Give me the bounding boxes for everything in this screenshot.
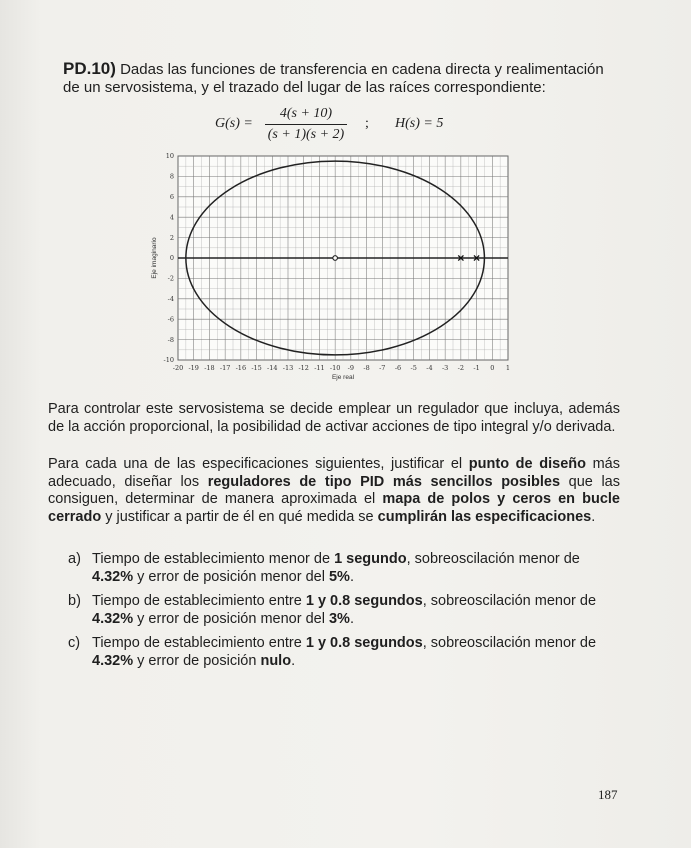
item-label: c) xyxy=(68,635,81,651)
g-denominator: (s + 1)(s + 2) xyxy=(267,127,345,142)
y-tick-label: -10 xyxy=(163,356,174,365)
item-text: . xyxy=(291,652,296,669)
item-text: , sobreoscilación menor de xyxy=(406,551,580,567)
p2-bold-1: punto de diseño xyxy=(468,456,586,472)
problem-text: Dadas las funciones de transferencia en cadena directa y realimentación de un servosistema, y el trazado del lugar de las raíces correspondiente: xyxy=(63,61,604,96)
y-tick-label: 2 xyxy=(169,233,174,242)
y-tick-label: 8 xyxy=(169,172,174,181)
item-text: y error de posición xyxy=(133,652,261,669)
x-tick-label: -7 xyxy=(379,364,386,372)
y-axis-label: Eje imaginario xyxy=(151,237,158,279)
y-tick-label: -4 xyxy=(167,295,174,303)
item-bold: nulo xyxy=(260,652,292,669)
g-lhs: G(s) = xyxy=(215,116,253,131)
item-text: y error de posición menor del xyxy=(133,610,329,627)
problem-statement xyxy=(63,60,623,97)
h-function: H(s) = 5 xyxy=(395,116,444,131)
list-item xyxy=(68,551,623,586)
p2-bold-2: reguladores de tipo PID más sencillos posibles xyxy=(207,473,561,490)
item-bold: 1 segundo xyxy=(334,551,407,567)
problem-id: PD.10) xyxy=(63,59,116,78)
p2-text-2: más adecuado, diseñar los xyxy=(48,456,620,490)
y-tick-label: -8 xyxy=(167,335,174,344)
y-tick-label: 0 xyxy=(169,254,174,263)
root-locus-chart xyxy=(150,148,520,393)
x-tick-label: -6 xyxy=(394,364,402,372)
item-text: . xyxy=(349,610,354,627)
x-tick-label: -14 xyxy=(267,364,278,372)
y-tick-label: -2 xyxy=(167,274,174,283)
x-tick-label: -9 xyxy=(347,364,355,372)
item-bold: 1 y 0.8 segundos xyxy=(305,635,423,651)
item-bold: 3% xyxy=(328,610,350,627)
p2-text-5: . xyxy=(591,508,596,525)
p2-bold-4: cumplirán las especificaciones xyxy=(377,508,592,525)
transfer-functions xyxy=(215,106,515,146)
x-axis-label: Eje real xyxy=(331,374,355,381)
x-tick-label: -2 xyxy=(457,364,465,372)
g-numerator: 4(s + 10) xyxy=(265,106,347,125)
list-item xyxy=(68,593,623,628)
item-bold: 4.32% xyxy=(92,610,134,627)
g-fraction xyxy=(265,106,347,143)
x-tick-label: -20 xyxy=(172,364,184,372)
y-tick-label: 4 xyxy=(169,213,174,222)
x-tick-label: -1 xyxy=(473,364,480,372)
x-tick-label: -19 xyxy=(188,364,199,372)
item-text: . xyxy=(349,568,354,585)
x-tick-label: -10 xyxy=(329,364,341,372)
paragraph-1: Para controlar este servosistema se decide emplear un regulador que incluya, además de la acción proporcional, la posibilidad de activar acciones de tipo integral y/o derivada. xyxy=(48,401,620,435)
formula-separator: ; xyxy=(365,116,369,131)
item-label: b) xyxy=(68,593,81,609)
y-tick-label: 6 xyxy=(169,193,174,201)
x-tick-label: -8 xyxy=(363,364,370,372)
item-text: Tiempo de establecimiento entre xyxy=(92,635,306,651)
item-bold: 5% xyxy=(328,568,350,585)
x-tick-label: -16 xyxy=(235,364,247,372)
y-tick-label: -6 xyxy=(167,315,174,324)
x-tick-label: -4 xyxy=(426,364,433,372)
x-tick-label: -13 xyxy=(282,364,294,372)
x-tick-label: -15 xyxy=(251,364,262,372)
x-tick-label: -18 xyxy=(204,364,215,372)
item-bold: 4.32% xyxy=(92,568,134,585)
item-text: , sobreoscilación menor de xyxy=(422,635,597,651)
x-tick-label: -11 xyxy=(314,364,325,372)
p2-text-3: que las consiguen, determinar de manera aproximada el xyxy=(48,473,620,507)
p2-bold-3: mapa de polos y ceros en bucle cerrado xyxy=(48,491,620,525)
item-bold: 1 y 0.8 segundos xyxy=(305,593,423,609)
specification-list xyxy=(68,551,623,677)
y-tick-label: 10 xyxy=(165,152,174,161)
list-item xyxy=(68,635,623,670)
paragraph-2 xyxy=(48,456,620,526)
p2-text-1: Para cada una de las especificaciones siguientes, justificar el xyxy=(48,456,469,472)
item-text: Tiempo de establecimiento menor de xyxy=(92,551,335,567)
p2-text-4: y justificar a partir de él en qué medida se xyxy=(101,508,378,525)
x-tick-label: -12 xyxy=(298,364,309,372)
page-number: 187 xyxy=(598,787,618,802)
x-tick-label: 1 xyxy=(505,364,511,372)
x-tick-label: -5 xyxy=(410,364,417,372)
item-text: , sobreoscilación menor de xyxy=(422,593,597,609)
x-tick-label: -17 xyxy=(219,364,231,372)
item-text: y error de posición menor del xyxy=(133,568,329,585)
x-tick-label: 0 xyxy=(490,364,495,372)
x-tick-label: -3 xyxy=(441,364,449,372)
item-text: Tiempo de establecimiento entre xyxy=(92,593,306,609)
item-label: a) xyxy=(68,551,81,567)
zero-marker xyxy=(333,256,338,261)
item-bold: 4.32% xyxy=(92,652,134,669)
